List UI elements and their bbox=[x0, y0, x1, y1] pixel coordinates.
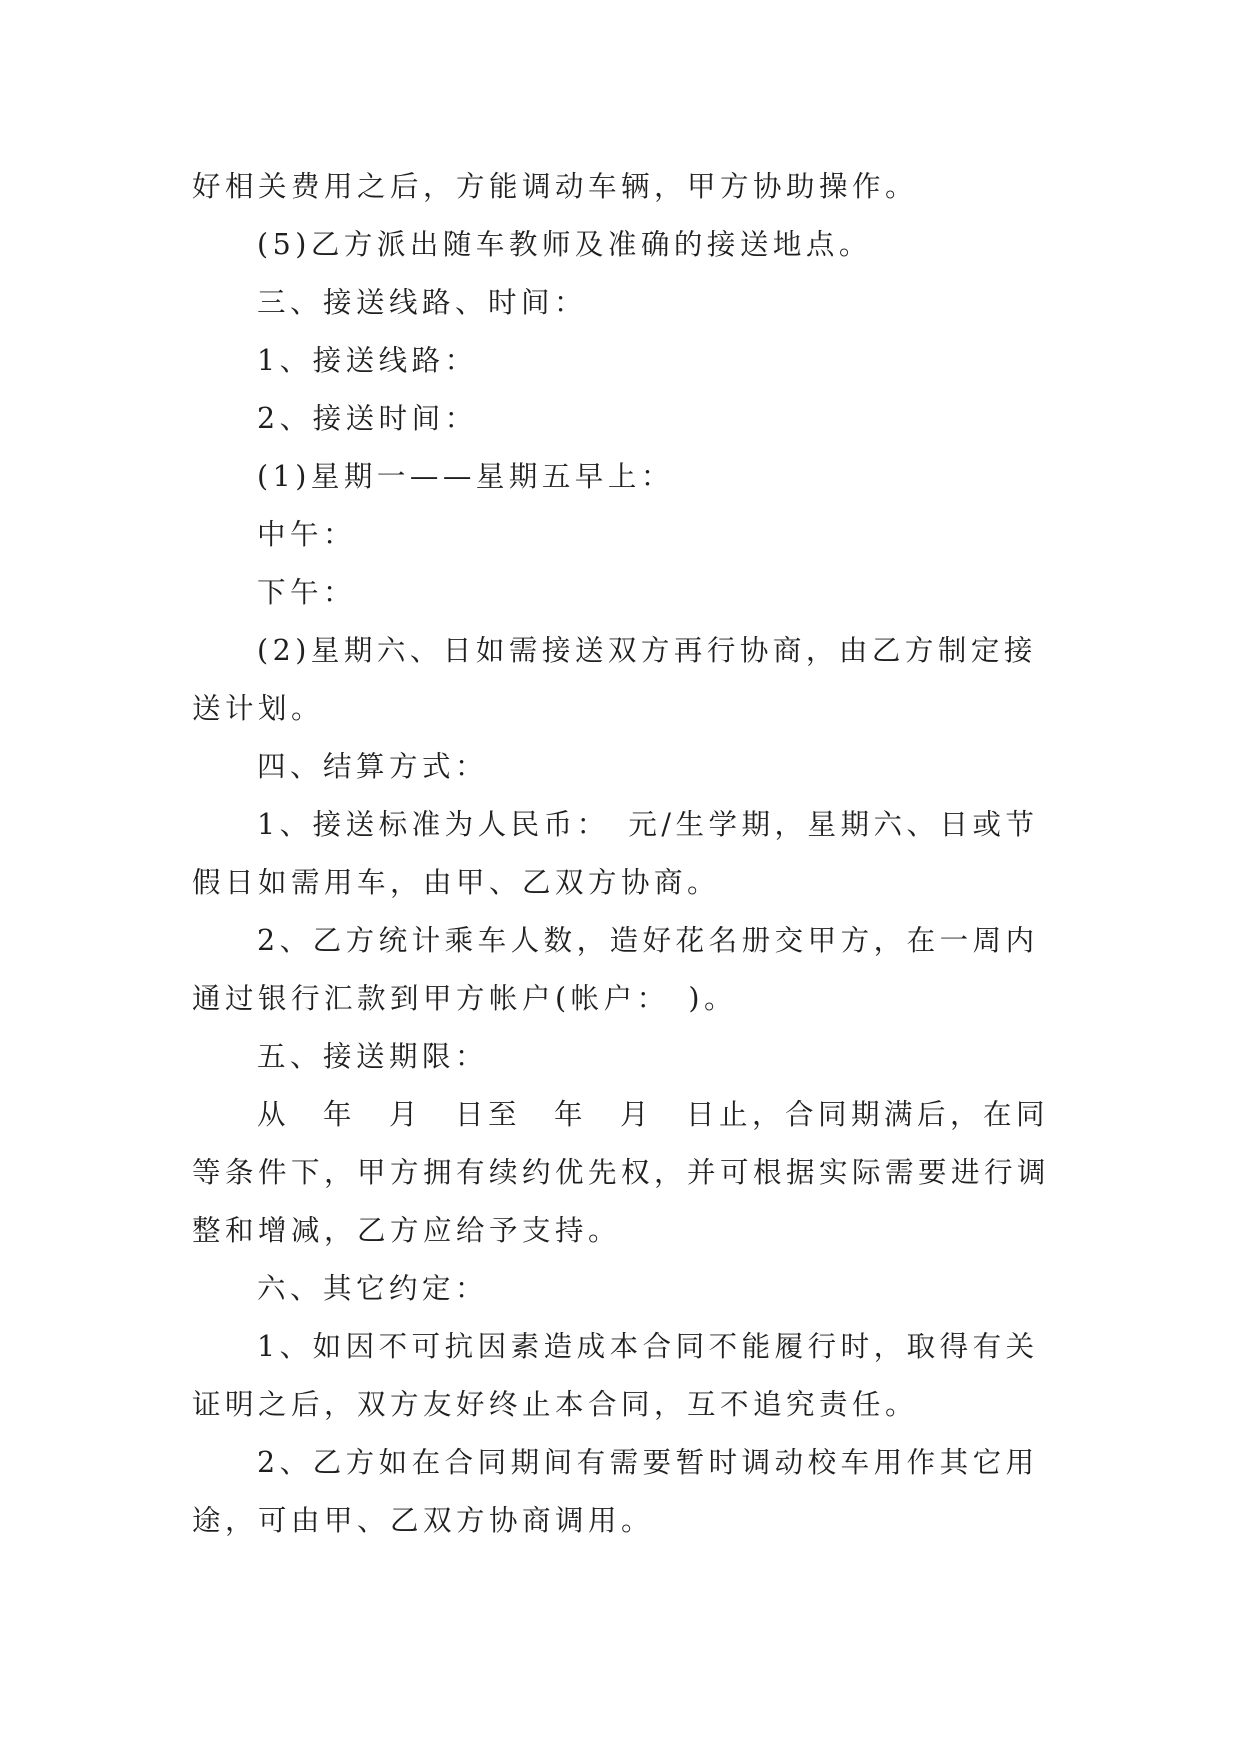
paragraph-term: 从 年 月 日至 年 月 日止，合同期满后，在同等条件下，甲方拥有续约优先权，并可根据实际需要进行调整和增减，乙方应给予支持。 bbox=[192, 1098, 1051, 1247]
section-heading-term: 五、接送期限： bbox=[257, 1040, 489, 1073]
section-heading-other: 六、其它约定： bbox=[257, 1272, 489, 1305]
paragraph-payment: 2、乙方统计乘车人数，造好花名册交甲方，在一周内通过银行汇款到甲方帐户(帐户： )。 bbox=[192, 924, 1039, 1015]
paragraph-time: 2、接送时间： bbox=[257, 402, 478, 435]
paragraph-continuation: 好相关费用之后，方能调动车辆，甲方协助操作。 bbox=[192, 170, 919, 203]
paragraph-noon: 中午： bbox=[257, 518, 357, 551]
paragraph-weekend: (2)星期六、日如需接送双方再行协商，由乙方制定接送计划。 bbox=[192, 634, 1037, 725]
paragraph-afternoon: 下午： bbox=[257, 576, 357, 609]
paragraph-vehicle-use: 2、乙方如在合同期间有需要暂时调动校车用作其它用途，可由甲、乙双方协商调用。 bbox=[192, 1446, 1039, 1537]
document-body bbox=[192, 158, 1052, 1550]
paragraph-weekday-morning: (1)星期一——星期五早上： bbox=[257, 460, 674, 493]
section-heading-route-time: 三、接送线路、时间： bbox=[257, 286, 588, 319]
paragraph-item-5: (5)乙方派出随车教师及准确的接送地点。 bbox=[257, 228, 872, 261]
paragraph-route: 1、接送线路： bbox=[257, 344, 478, 377]
paragraph-force-majeure: 1、如因不可抗因素造成本合同不能履行时，取得有关证明之后，双方友好终止本合同，互不追究责任。 bbox=[192, 1330, 1039, 1421]
paragraph-fee-standard: 1、接送标准为人民币： 元/生学期，星期六、日或节假日如需用车，由甲、乙双方协商。 bbox=[192, 808, 1039, 899]
section-heading-settlement: 四、结算方式： bbox=[257, 750, 489, 783]
